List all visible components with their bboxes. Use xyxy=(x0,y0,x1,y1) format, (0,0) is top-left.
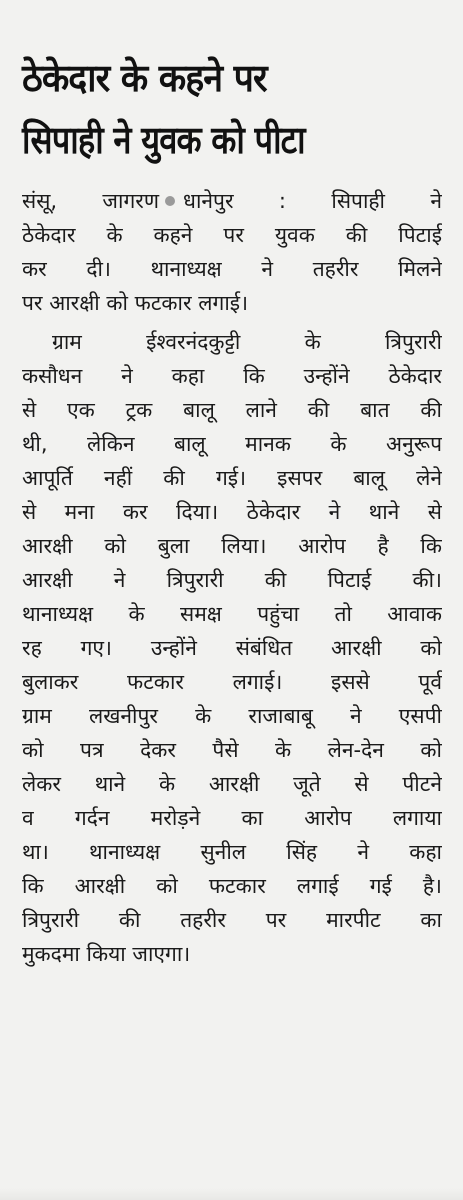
body-line: मुकदमा किया जाएगा। xyxy=(22,942,191,966)
dateline-source: संसू, जागरण xyxy=(22,189,160,213)
body-line: रह गए। उन्होंने संबंधित आरक्षी को xyxy=(22,636,442,660)
body-line: कर दी। थानाध्यक्ष ने तहरीर मिलने xyxy=(22,257,442,281)
lead-paragraph xyxy=(22,184,442,320)
bullet-dot-icon xyxy=(165,196,175,206)
body-line: थी, लेकिन बालू मानक के अनुरूप xyxy=(22,432,442,456)
headline-line-2: सिपाही ने युवक को पीटा xyxy=(22,118,305,162)
body-line: ठेकेदार के कहने पर युवक की पिटाई xyxy=(22,223,442,247)
dateline-place: धानेपुर : xyxy=(183,189,287,213)
body-line: लेकर थाने के आरक्षी जूते से पीटने xyxy=(22,772,442,796)
body-line: सिपाही ने xyxy=(331,189,442,213)
body-line: आपूर्ति नहीं की गई। इसपर बालू लेने xyxy=(22,466,442,490)
headline-line-1: ठेकेदार के कहने पर xyxy=(22,56,267,100)
body-line: पर आरक्षी को फटकार लगाई। xyxy=(22,291,249,315)
body-line: आरक्षी को बुला लिया। आरोप है कि xyxy=(22,534,442,558)
body-line: से एक ट्रक बालू लाने की बात की xyxy=(22,398,442,422)
body-line: को पत्र देकर पैसे के लेन-देन को xyxy=(22,738,442,762)
body-line: आरक्षी ने त्रिपुरारी की पिटाई की। xyxy=(22,568,442,592)
body-line: बुलाकर फटकार लगाई। इससे पूर्व xyxy=(22,670,442,694)
body-line: थानाध्यक्ष के समक्ष पहुंचा तो आवाक xyxy=(22,602,442,626)
paper-edge xyxy=(0,1188,463,1200)
body-line: कसौधन ने कहा कि उन्होंने ठेकेदार xyxy=(22,364,442,388)
body-line: त्रिपुरारी की तहरीर पर मारपीट का xyxy=(22,908,442,932)
body-line: ग्राम ईश्वरनंदकुट्टी के त्रिपुरारी xyxy=(52,330,442,354)
body-line: व गर्दन मरोड़ने का आरोप लगाया xyxy=(22,806,442,830)
body-line: ग्राम लखनीपुर के राजाबाबू ने एसपी xyxy=(22,704,442,728)
dateline-line xyxy=(22,184,442,218)
body-line: से मना कर दिया। ठेकेदार ने थाने से xyxy=(22,500,442,524)
body-paragraph xyxy=(22,325,442,971)
body-line: था। थानाध्यक्ष सुनील सिंह ने कहा xyxy=(22,840,442,864)
body-line: कि आरक्षी को फटकार लगाई गई है। xyxy=(22,874,442,898)
